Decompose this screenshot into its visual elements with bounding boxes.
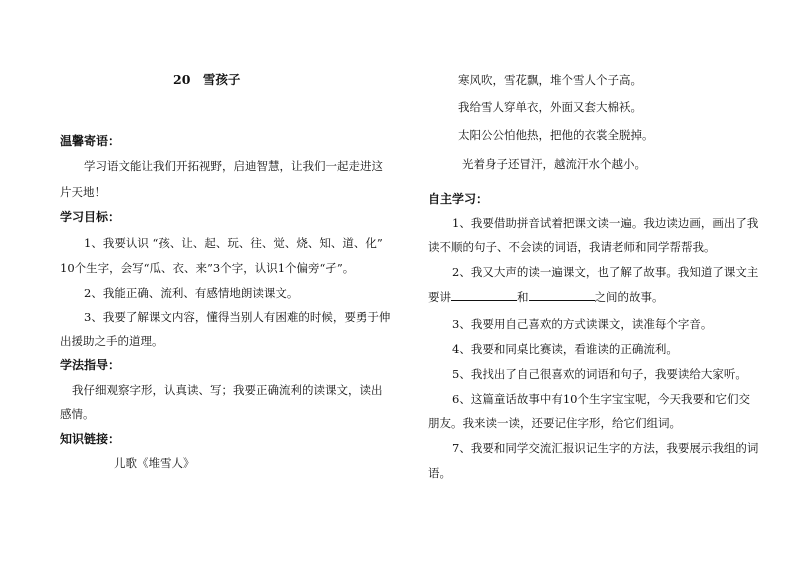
poem-line-4: 光着身子还冒汗，越流汗水个越小。 <box>462 157 646 171</box>
self-study-5: 5、我找出了自己很喜欢的词语和句子，我要读给大家听。 <box>452 367 747 381</box>
self-study-6-line-2: 朋友。我来读一读，还要记住字形，给它们组词。 <box>428 416 681 430</box>
self-study-heading: 自主学习： <box>428 192 489 206</box>
goal-3-line-2: 出援助之手的道理。 <box>60 334 164 348</box>
self-study-2-line-2 <box>428 290 664 304</box>
self-study-4: 4、我要和同桌比赛读，看谁读的正确流利。 <box>452 342 678 356</box>
self-study-3: 3、我要用自己喜欢的方式读课文，读准每个字音。 <box>452 317 713 331</box>
self-study-1-line-2: 读不顺的句子、不会读的词语，我请老师和同学帮帮我。 <box>428 240 716 254</box>
wenxin-heading: 温馨寄语： <box>60 134 121 148</box>
goal-1-line-1: 1、我要认识 “孩、让、起、玩、往、觉、烧、知、道、化” <box>84 236 383 250</box>
lesson-title: 20 雪孩子 <box>173 72 241 87</box>
poem-line-1: 寒风吹，雪花飘，堆个雪人个子高。 <box>458 73 642 87</box>
link-heading: 知识链接： <box>60 432 121 446</box>
wenxin-text-line-2: 片天地！ <box>60 185 106 199</box>
method-heading: 学法指导： <box>60 358 121 372</box>
method-line-1: 我仔细观察字形，认真读、写；我要正确流利的读课文，读出 <box>72 383 383 397</box>
self-study-7-line-2: 语。 <box>428 466 451 480</box>
self-study-6-line-1: 6、这篇童话故事中有10个生字宝宝呢，今天我要和它们交 <box>452 392 750 406</box>
poem-line-3: 太阳公公怕他热，把他的衣裳全脱掉。 <box>458 128 654 142</box>
self-study-2-text-b: 和 <box>517 290 529 304</box>
poem-line-2: 我给雪人穿单衣，外面又套大棉袄。 <box>458 100 642 114</box>
fill-blank-1[interactable] <box>451 290 517 301</box>
song-title: 儿歌《堆雪人》 <box>114 456 195 470</box>
self-study-1-line-1: 1、我要借助拼音试着把课文读一遍。我边读边画，画出了我 <box>452 216 759 230</box>
goal-heading: 学习目标： <box>60 210 121 224</box>
fill-blank-2[interactable] <box>529 290 595 301</box>
self-study-7-line-1: 7、我要和同学交流汇报识记生字的方法，我要展示我组的词 <box>452 441 759 455</box>
goal-1-line-2: 10个生字，会写“瓜、衣、来”3个字，认识1个偏旁“孑”。 <box>60 261 355 275</box>
self-study-2-text-a: 要讲 <box>428 290 451 304</box>
goal-3-line-1: 3、我要了解课文内容，懂得当别人有困难的时候，要勇于伸 <box>84 310 391 324</box>
method-line-2: 感情。 <box>60 407 95 421</box>
goal-2: 2、我能正确、流利、有感情地朗读课文。 <box>84 286 299 300</box>
self-study-2-line-1: 2、我又大声的读一遍课文，也了解了故事。我知道了课文主 <box>452 265 759 279</box>
wenxin-text-line-1: 学习语文能让我们开拓视野，启迪智慧，让我们一起走进这 <box>84 159 383 173</box>
self-study-2-text-c: 之间的故事。 <box>594 290 664 304</box>
